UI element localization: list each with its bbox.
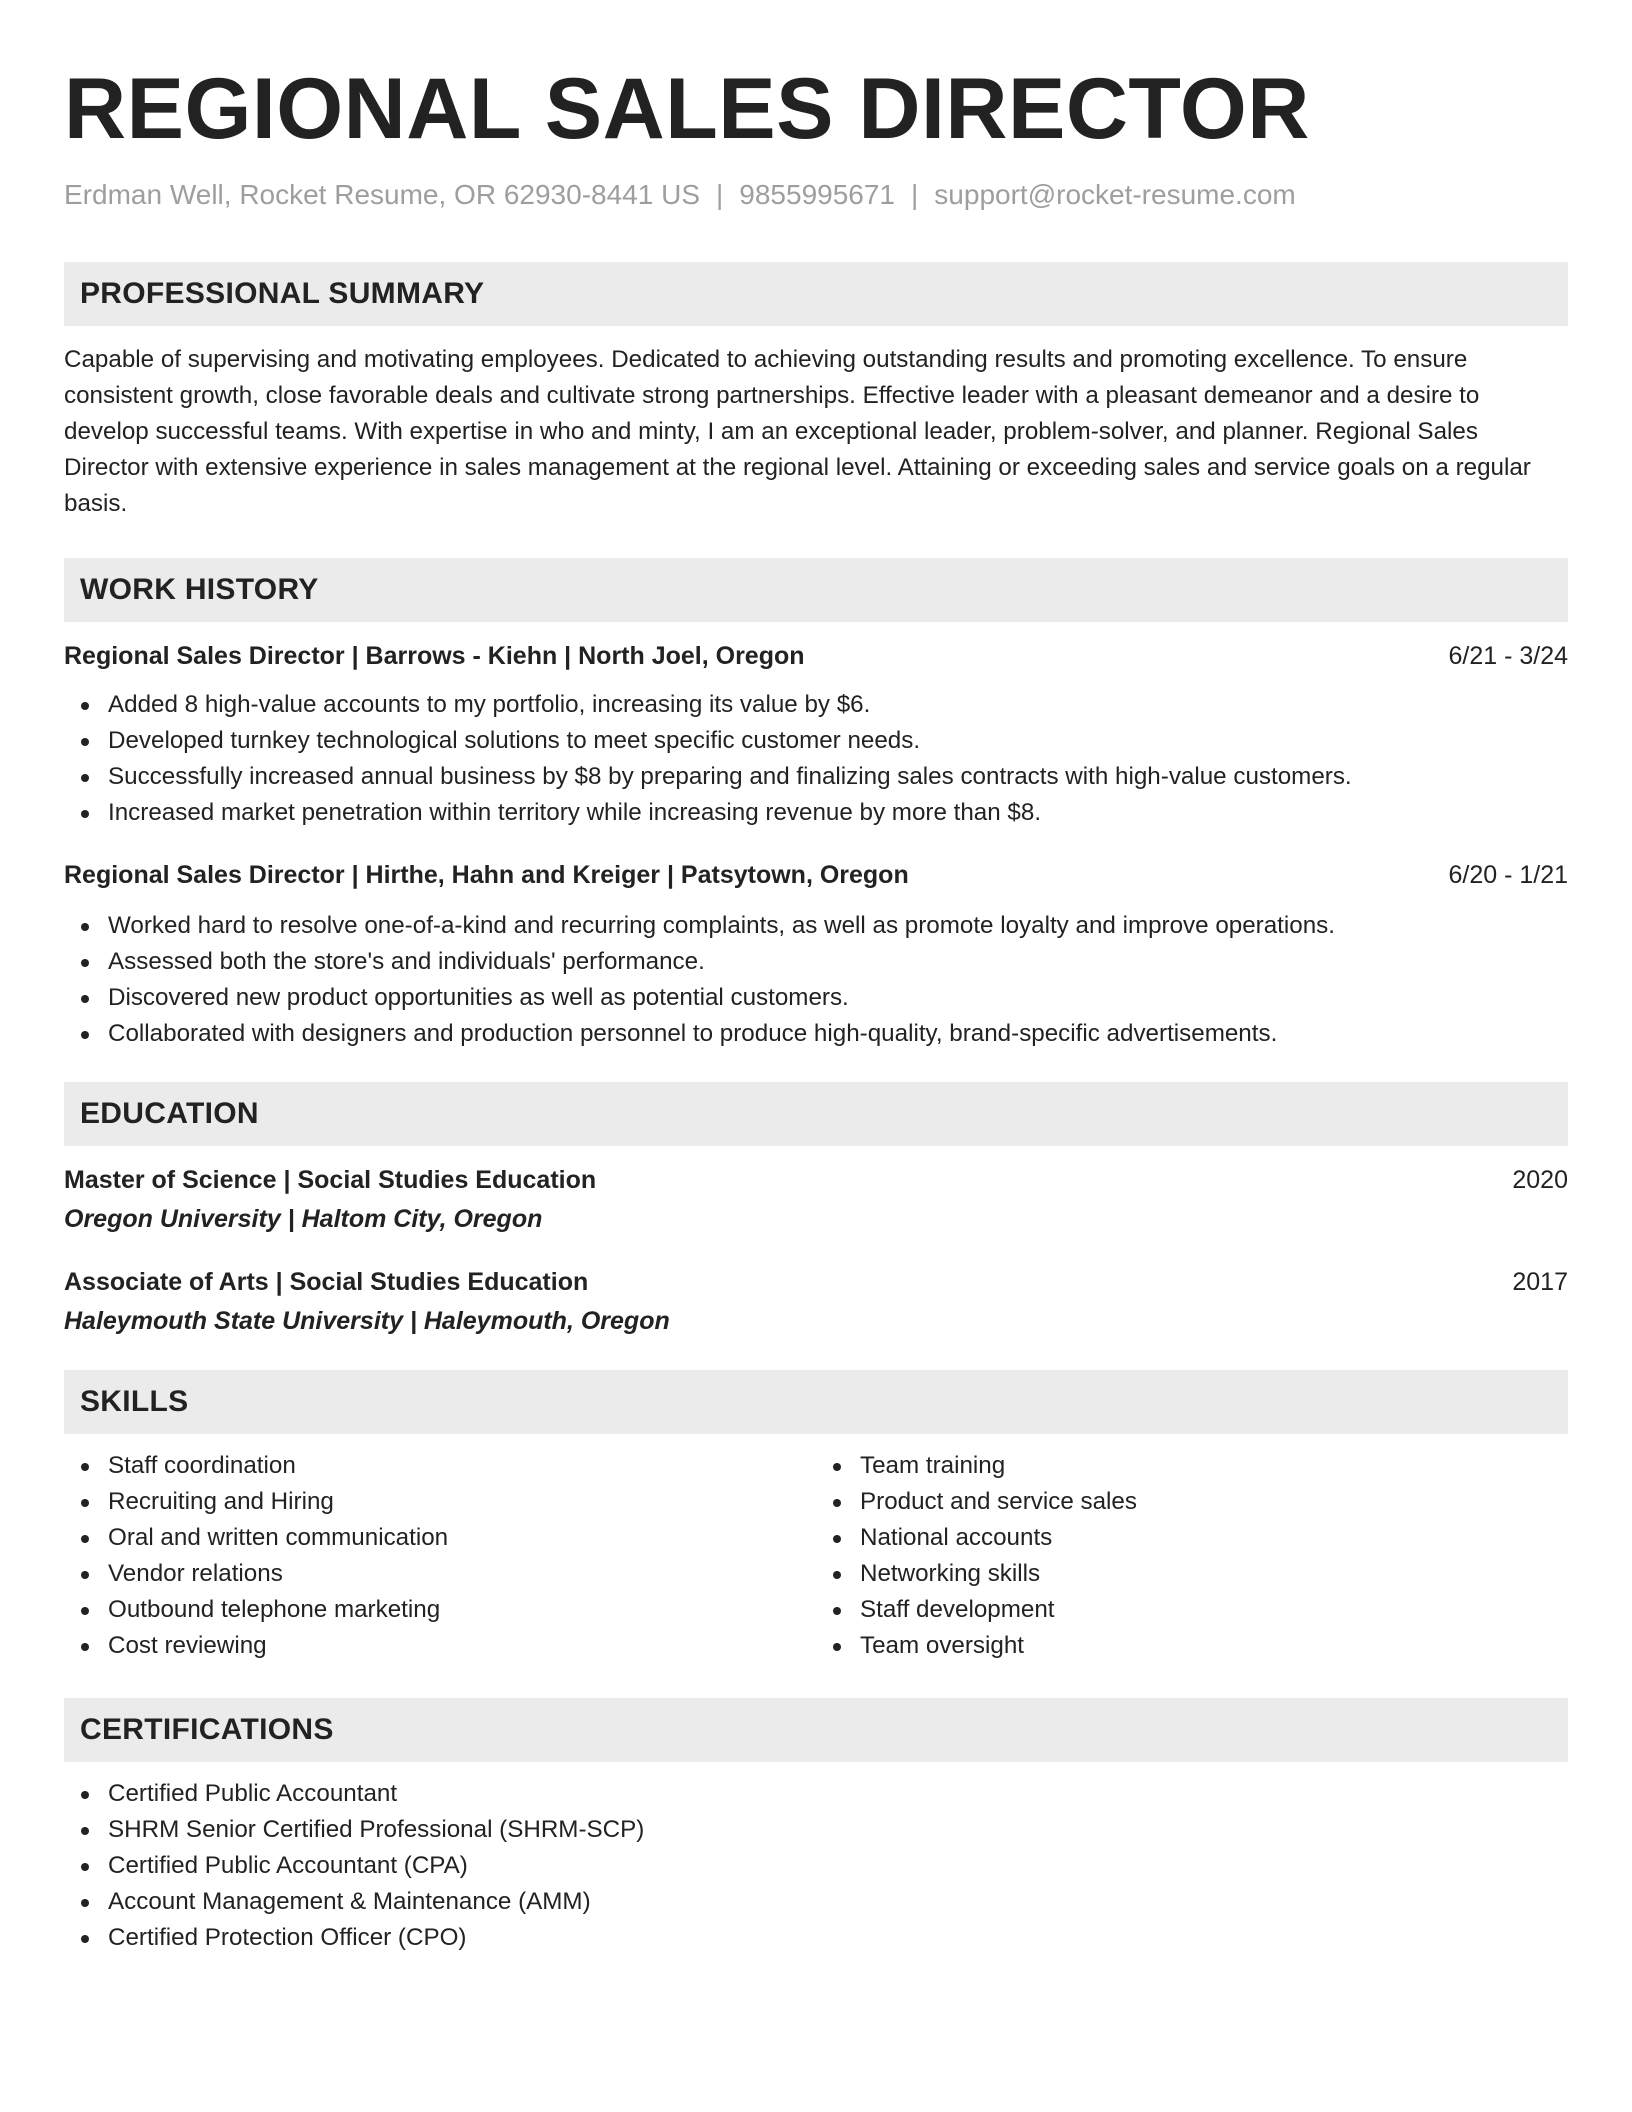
summary-section [64,262,1568,522]
contact-phone: 9855995671 [739,179,896,210]
summary-header: PROFESSIONAL SUMMARY [64,262,1568,326]
skill-item: Staff development [816,1592,1568,1628]
education-heading-row [64,1166,1568,1195]
job-title: Regional Sales Director | Barrows - Kiehn | North Joel, Oregon [64,641,805,670]
skill-item: Product and service sales [816,1484,1568,1520]
job-bullet: Increased market penetration within territory while increasing revenue by more than $8. [64,795,1568,831]
education-entry [64,1268,1568,1336]
skills-column-left [64,1448,816,1664]
skills-column-right [816,1448,1568,1664]
job-bullet: Worked hard to resolve one-of-a-kind and recurring complaints, as well as promote loyalty and improve operations. [64,908,1568,944]
job-bullet: Added 8 high-value accounts to my portfolio, increasing its value by $6. [64,687,1568,723]
job-bullet: Successfully increased annual business by $8 by preparing and finalizing sales contracts with high-value customers. [64,759,1568,795]
skill-item: Recruiting and Hiring [64,1484,816,1520]
certification-item: Certified Public Accountant (CPA) [64,1848,1568,1884]
job-bullet: Discovered new product opportunities as well as potential customers. [64,980,1568,1016]
job-bullets [64,908,1568,1052]
skill-item: Cost reviewing [64,1628,816,1664]
skills-grid [64,1448,1568,1664]
certification-item: Certified Public Accountant [64,1776,1568,1812]
contact-email: support@rocket-resume.com [934,179,1296,210]
skill-item: Team training [816,1448,1568,1484]
skill-item: Staff coordination [64,1448,816,1484]
summary-text: Capable of supervising and motivating employees. Dedicated to achieving outstanding results and promoting excellence. To ensure consistent growth, close favorable deals and cultivate strong partnerships. Effective leader with a pleasant demeanor and a desire to develop successful teams. With expertise in who and minty, I am an exceptional leader, problem-solver, and planner. Regional Sales Director with extensive experience in sales management at the regional level. Attaining or exceeding sales and service goals on a regular basis. [64,345,1531,517]
education-school: Oregon University | Haltom City, Oregon [64,1204,543,1233]
certifications-section [64,1698,1568,1956]
work-history-header: WORK HISTORY [64,558,1568,622]
certification-item: Account Management & Maintenance (AMM) [64,1884,1568,1920]
education-degree: Master of Science | Social Studies Education [64,1165,597,1194]
skill-item: Networking skills [816,1556,1568,1592]
job-dates: 6/20 - 1/21 [1448,860,1568,889]
education-heading-row [64,1268,1568,1297]
skill-item: Oral and written communication [64,1520,816,1556]
job-heading-row [64,642,1568,671]
job-bullet: Collaborated with designers and production personnel to produce high-quality, brand-specific advertisements. [64,1016,1568,1052]
job-title: Regional Sales Director | Hirthe, Hahn and Kreiger | Patsytown, Oregon [64,860,909,889]
certifications-header: CERTIFICATIONS [64,1698,1568,1762]
job-heading-row [64,861,1568,890]
skills-section [64,1370,1568,1664]
skill-item: National accounts [816,1520,1568,1556]
education-header: EDUCATION [64,1082,1568,1146]
job-bullet: Developed turnkey technological solutions to meet specific customer needs. [64,723,1568,759]
contact-separator: | [716,179,724,210]
job-bullet: Assessed both the store's and individuals' performance. [64,944,1568,980]
education-year: 2020 [1512,1165,1568,1194]
job-entry [64,642,1568,831]
job-bullets [64,687,1568,831]
contact-separator: | [911,179,919,210]
job-dates: 6/21 - 3/24 [1448,641,1568,670]
contact-line [64,178,1568,212]
skill-item: Team oversight [816,1628,1568,1664]
education-year: 2017 [1512,1267,1568,1296]
skill-item: Outbound telephone marketing [64,1592,816,1628]
education-entry [64,1166,1568,1234]
education-school: Haleymouth State University | Haleymouth, Oregon [64,1306,670,1335]
skill-item: Vendor relations [64,1556,816,1592]
resume-title: REGIONAL SALES DIRECTOR [64,61,1310,157]
job-entry [64,861,1568,1052]
certification-item: SHRM Senior Certified Professional (SHRM-SCP) [64,1812,1568,1848]
education-section [64,1082,1568,1336]
education-degree: Associate of Arts | Social Studies Education [64,1267,589,1296]
work-history-section [64,558,1568,1052]
certification-item: Certified Protection Officer (CPO) [64,1920,1568,1956]
contact-address: Erdman Well, Rocket Resume, OR 62930-8441 US [64,179,700,210]
certifications-list [64,1776,1568,1956]
skills-header: SKILLS [64,1370,1568,1434]
